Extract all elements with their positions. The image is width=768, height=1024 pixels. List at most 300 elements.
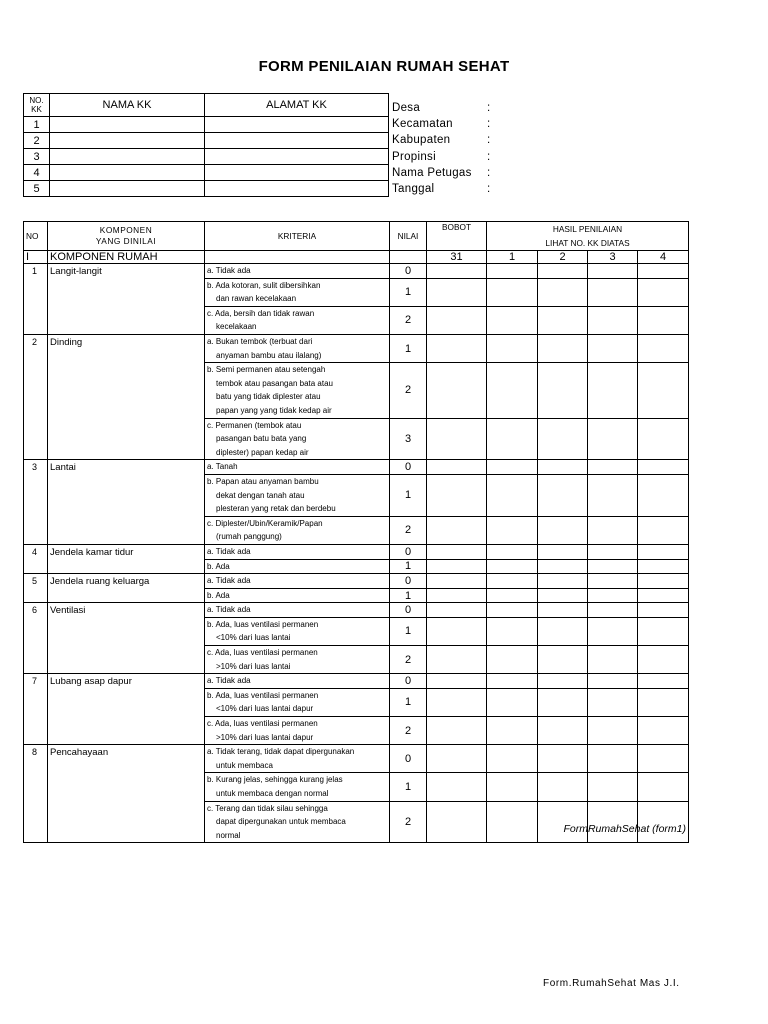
hasil-cell[interactable] [538, 516, 588, 544]
header-komponen-line1: KOMPONEN [99, 225, 153, 235]
bobot-cell [427, 717, 487, 745]
hasil-cell[interactable] [588, 418, 638, 460]
criteria-row [24, 674, 689, 689]
criteria-line: b. Ada [207, 561, 230, 571]
component-name: Langit-langit [48, 264, 205, 279]
component-no [24, 278, 48, 306]
hasil-cell[interactable] [588, 646, 638, 674]
hasil-cell[interactable] [538, 264, 588, 279]
kk-row-no: 1 [24, 117, 50, 133]
criteria-cell [205, 544, 390, 559]
criteria-row [24, 588, 689, 603]
hasil-cell[interactable] [638, 745, 689, 773]
component-no [24, 363, 48, 418]
criteria-cell [205, 418, 390, 460]
criteria-line: untuk membaca [216, 760, 273, 770]
hasil-cell[interactable] [588, 278, 638, 306]
criteria-line: a. Tidak ada [207, 605, 251, 615]
header-hasil-line1: HASIL PENILAIAN [552, 224, 623, 234]
kk-alamat-cell[interactable] [205, 165, 389, 181]
nilai-value: 0 [390, 574, 427, 589]
hasil-cell[interactable] [487, 688, 538, 716]
criteria-line: diplester) papan kedap air [216, 447, 309, 457]
hasil-cell[interactable] [538, 278, 588, 306]
header-bobot: BOBOT [427, 222, 487, 251]
nilai-value: 2 [390, 801, 427, 843]
criteria-line: b. Ada [207, 590, 230, 600]
component-no [24, 516, 48, 544]
component-name [48, 773, 205, 801]
criteria-cell [205, 588, 390, 603]
component-no [24, 801, 48, 843]
hasil-cell[interactable] [487, 588, 538, 603]
component-name: Jendela ruang keluarga [48, 574, 205, 589]
hasil-cell[interactable] [638, 773, 689, 801]
header-nilai: NILAI [390, 222, 427, 251]
criteria-line: >10% dari luas lantai [216, 661, 291, 671]
component-no [24, 559, 48, 574]
hasil-cell[interactable] [638, 264, 689, 279]
bobot-cell [427, 334, 487, 362]
hasil-cell[interactable] [638, 603, 689, 618]
criteria-cell [205, 306, 390, 334]
hasil-cell[interactable] [588, 674, 638, 689]
criteria-row [24, 717, 689, 745]
hasil-cell[interactable] [538, 801, 588, 843]
component-name [48, 474, 205, 516]
component-name: Ventilasi [48, 603, 205, 618]
kk-row [24, 165, 389, 181]
kk-row [24, 117, 389, 133]
kk-alamat-cell[interactable] [205, 133, 389, 149]
hasil-cell[interactable] [538, 418, 588, 460]
bobot-cell [427, 418, 487, 460]
nilai-value: 0 [390, 745, 427, 773]
kk-row-no: 3 [24, 149, 50, 165]
info-label: Tanggal [392, 182, 435, 195]
hasil-cell[interactable] [638, 306, 689, 334]
bobot-cell [427, 588, 487, 603]
component-name: Jendela kamar tidur [48, 544, 205, 559]
hasil-cell[interactable] [638, 474, 689, 516]
hasil-cell[interactable] [487, 418, 538, 460]
bobot-cell [427, 559, 487, 574]
component-no: 3 [24, 460, 48, 475]
criteria-line: c. Permanen (tembok atau [207, 420, 302, 430]
bobot-cell [427, 544, 487, 559]
hasil-cell[interactable] [487, 544, 538, 559]
component-no [24, 418, 48, 460]
hasil-cell[interactable] [487, 674, 538, 689]
info-label: Kecamatan [392, 118, 453, 131]
assessment-table [23, 221, 689, 843]
criteria-cell [205, 574, 390, 589]
criteria-row [24, 574, 689, 589]
kk-table-header [24, 94, 389, 117]
kk-header-no [24, 94, 50, 117]
kk-row [24, 149, 389, 165]
nilai-value: 1 [390, 617, 427, 645]
criteria-row [24, 474, 689, 516]
hasil-cell[interactable] [638, 674, 689, 689]
criteria-cell [205, 474, 390, 516]
hasil-cell[interactable] [487, 559, 538, 574]
criteria-line: b. Semi permanen atau setengah [207, 365, 326, 375]
hasil-cell[interactable] [588, 617, 638, 645]
criteria-cell [205, 617, 390, 645]
nilai-value: 2 [390, 363, 427, 418]
criteria-cell [205, 264, 390, 279]
location-info [392, 102, 512, 199]
criteria-row [24, 646, 689, 674]
bobot-cell [427, 264, 487, 279]
hasil-cell[interactable] [638, 588, 689, 603]
hasil-cell[interactable] [538, 773, 588, 801]
nilai-value: 0 [390, 603, 427, 618]
bobot-cell [427, 646, 487, 674]
kk-row [24, 133, 389, 149]
hasil-cell[interactable] [487, 603, 538, 618]
criteria-line: dekat dengan tanah atau [216, 490, 305, 500]
criteria-cell [205, 773, 390, 801]
component-no: 8 [24, 745, 48, 773]
bobot-cell [427, 674, 487, 689]
criteria-cell [205, 717, 390, 745]
kk-row-no: 2 [24, 133, 50, 149]
hasil-col-4: 4 [638, 251, 689, 264]
criteria-line: b. Ada, luas ventilasi permanen [207, 690, 319, 700]
hasil-cell[interactable] [588, 516, 638, 544]
criteria-row [24, 745, 689, 773]
criteria-cell [205, 745, 390, 773]
kk-nama-cell[interactable] [50, 181, 205, 197]
hasil-cell[interactable] [588, 574, 638, 589]
hasil-cell[interactable] [487, 306, 538, 334]
component-name: Lubang asap dapur [48, 674, 205, 689]
hasil-cell[interactable] [588, 801, 638, 843]
hasil-cell[interactable] [538, 544, 588, 559]
criteria-cell [205, 646, 390, 674]
hasil-cell[interactable] [487, 474, 538, 516]
criteria-row [24, 617, 689, 645]
nilai-value: 2 [390, 717, 427, 745]
bobot-cell [427, 617, 487, 645]
criteria-line: <10% dari luas lantai [216, 633, 291, 643]
criteria-line: b. Ada kotoran, sulit dibersihkan [207, 280, 321, 290]
criteria-line: a. Bukan tembok (terbuat dari [207, 336, 313, 346]
info-colon: : [487, 166, 491, 179]
criteria-row [24, 544, 689, 559]
criteria-row [24, 773, 689, 801]
hasil-cell[interactable] [487, 363, 538, 418]
component-name [48, 688, 205, 716]
component-name: Lantai [48, 460, 205, 475]
hasil-cell[interactable] [487, 717, 538, 745]
form-title: FORM PENILAIAN RUMAH SEHAT [258, 58, 510, 75]
hasil-cell[interactable] [638, 801, 689, 843]
hasil-cell[interactable] [538, 646, 588, 674]
criteria-line: <10% dari luas lantai dapur [216, 704, 314, 714]
info-label: Nama Petugas [392, 166, 472, 179]
hasil-cell[interactable] [588, 745, 638, 773]
nilai-value: 1 [390, 688, 427, 716]
header-hasil-penilaian [487, 222, 689, 251]
info-colon: : [487, 118, 491, 131]
component-name [48, 717, 205, 745]
hasil-cell[interactable] [638, 460, 689, 475]
criteria-cell [205, 334, 390, 362]
hasil-cell[interactable] [588, 363, 638, 418]
info-colon: : [487, 102, 491, 114]
nilai-value: 3 [390, 418, 427, 460]
hasil-cell[interactable] [638, 617, 689, 645]
component-no [24, 773, 48, 801]
info-colon: : [487, 150, 491, 163]
hasil-cell[interactable] [638, 363, 689, 418]
criteria-line: a. Tidak ada [207, 546, 251, 556]
nilai-value: 0 [390, 544, 427, 559]
hasil-cell[interactable] [487, 773, 538, 801]
hasil-cell[interactable] [538, 745, 588, 773]
component-no: 6 [24, 603, 48, 618]
header-no: NO [24, 222, 48, 251]
info-row-kecamatan[interactable] [392, 118, 512, 134]
hasil-cell[interactable] [538, 334, 588, 362]
criteria-row [24, 278, 689, 306]
component-name: Pencahayaan [48, 745, 205, 773]
criteria-row [24, 688, 689, 716]
criteria-line: b. Ada, luas ventilasi permanen [207, 619, 319, 629]
bobot-cell [427, 516, 487, 544]
hasil-cell[interactable] [538, 559, 588, 574]
hasil-cell[interactable] [538, 306, 588, 334]
info-colon: : [487, 182, 491, 195]
hasil-cell[interactable] [487, 516, 538, 544]
bobot-cell [427, 688, 487, 716]
section-row [24, 251, 689, 264]
kk-nama-cell[interactable] [50, 165, 205, 181]
criteria-line: b. Kurang jelas, sehingga kurang jelas [207, 775, 343, 785]
criteria-line: c. Ada, bersih dan tidak rawan [207, 308, 315, 318]
criteria-line: untuk membaca dengan normal [216, 789, 329, 799]
bobot-value: 31 [427, 251, 487, 264]
criteria-cell [205, 363, 390, 418]
bobot-cell [427, 773, 487, 801]
kk-nama-cell[interactable] [50, 117, 205, 133]
component-name [48, 363, 205, 418]
component-no: 5 [24, 574, 48, 589]
header-komponen-line2: YANG DINILAI [95, 236, 157, 246]
hasil-cell[interactable] [487, 745, 538, 773]
hasil-cell[interactable] [538, 603, 588, 618]
criteria-row [24, 264, 689, 279]
kk-alamat-cell[interactable] [205, 181, 389, 197]
component-no [24, 474, 48, 516]
component-name [48, 418, 205, 460]
hasil-cell[interactable] [538, 588, 588, 603]
hasil-cell[interactable] [638, 544, 689, 559]
assessment-table-body [24, 222, 689, 843]
criteria-line: plesteran yang retak dan berdebu [216, 504, 336, 514]
nilai-value: 2 [390, 306, 427, 334]
hasil-cell[interactable] [588, 588, 638, 603]
hasil-cell[interactable] [487, 617, 538, 645]
criteria-line: a. Tidak ada [207, 266, 251, 275]
nilai-value: 0 [390, 264, 427, 279]
hasil-cell[interactable] [538, 460, 588, 475]
criteria-cell [205, 801, 390, 843]
hasil-cell[interactable] [588, 460, 638, 475]
hasil-cell[interactable] [538, 474, 588, 516]
criteria-row [24, 363, 689, 418]
component-name [48, 278, 205, 306]
info-row-tanggal[interactable] [392, 183, 512, 199]
hasil-cell[interactable] [638, 646, 689, 674]
criteria-row [24, 603, 689, 618]
info-row-nama-petugas[interactable] [392, 167, 512, 183]
bobot-cell [427, 474, 487, 516]
component-no: 4 [24, 544, 48, 559]
component-no [24, 717, 48, 745]
hasil-cell[interactable] [588, 773, 638, 801]
info-row-kabupaten[interactable] [392, 134, 512, 150]
hasil-cell[interactable] [487, 460, 538, 475]
kk-header-nama: NAMA KK [50, 94, 205, 117]
criteria-line: batu yang tidak diplester atau [216, 392, 321, 402]
criteria-row [24, 559, 689, 574]
hasil-cell[interactable] [588, 306, 638, 334]
hasil-cell[interactable] [588, 264, 638, 279]
hasil-cell[interactable] [487, 264, 538, 279]
info-row-desa[interactable] [392, 102, 512, 118]
bobot-cell [427, 801, 487, 843]
hasil-cell[interactable] [638, 516, 689, 544]
header-hasil-line2: LIHAT NO. KK DIATAS [545, 238, 630, 248]
kk-alamat-cell[interactable] [205, 149, 389, 165]
info-label: Propinsi [392, 150, 436, 163]
hasil-cell[interactable] [638, 418, 689, 460]
component-no [24, 688, 48, 716]
hasil-cell[interactable] [588, 474, 638, 516]
hasil-cell[interactable] [638, 334, 689, 362]
hasil-cell[interactable] [538, 574, 588, 589]
hasil-cell[interactable] [487, 278, 538, 306]
criteria-line: c. Ada, luas ventilasi permanen [207, 719, 318, 729]
component-name [48, 588, 205, 603]
assessment-header-row [24, 222, 689, 251]
criteria-row [24, 460, 689, 475]
criteria-cell [205, 278, 390, 306]
component-no: 7 [24, 674, 48, 689]
criteria-line: dan rawan kecelakaan [216, 294, 297, 304]
criteria-row [24, 418, 689, 460]
criteria-line: c. Terang dan tidak silau sehingga [207, 803, 328, 813]
hasil-col-1: 1 [487, 251, 538, 264]
hasil-col-3: 3 [588, 251, 638, 264]
bobot-cell [427, 574, 487, 589]
nilai-value: 1 [390, 334, 427, 362]
hasil-cell[interactable] [487, 801, 538, 843]
hasil-cell[interactable] [538, 363, 588, 418]
hasil-cell[interactable] [588, 559, 638, 574]
criteria-cell [205, 688, 390, 716]
hasil-cell[interactable] [588, 334, 638, 362]
info-label: Desa [392, 102, 421, 114]
hasil-cell[interactable] [588, 688, 638, 716]
criteria-row [24, 334, 689, 362]
kk-row-no: 5 [24, 181, 50, 197]
hasil-cell[interactable] [638, 688, 689, 716]
criteria-line: a. Tidak ada [207, 576, 251, 586]
bobot-cell [427, 460, 487, 475]
component-name [48, 306, 205, 334]
criteria-cell [205, 603, 390, 618]
criteria-line: pasangan batu bata yang [216, 434, 307, 444]
component-no: 2 [24, 334, 48, 362]
kk-header-alamat: ALAMAT KK [205, 94, 389, 117]
criteria-cell [205, 559, 390, 574]
nilai-value: 2 [390, 646, 427, 674]
component-name [48, 617, 205, 645]
hasil-cell[interactable] [487, 646, 538, 674]
kk-table [23, 93, 389, 197]
kk-nama-cell[interactable] [50, 149, 205, 165]
criteria-cell [205, 516, 390, 544]
component-no: 1 [24, 264, 48, 279]
criteria-line: (rumah panggung) [216, 532, 282, 542]
hasil-cell[interactable] [538, 717, 588, 745]
hasil-cell[interactable] [538, 688, 588, 716]
criteria-line: kecelakaan [216, 322, 257, 332]
section-kriteria-empty [205, 251, 390, 264]
hasil-cell[interactable] [487, 574, 538, 589]
kk-alamat-cell[interactable] [205, 117, 389, 133]
hasil-cell[interactable] [638, 574, 689, 589]
criteria-line: tembok atau pasangan bata atau [216, 378, 333, 388]
info-row-propinsi[interactable] [392, 151, 512, 167]
nilai-value: 1 [390, 278, 427, 306]
header-kriteria: KRITERIA [205, 222, 390, 251]
header-komponen [48, 222, 205, 251]
hasil-cell[interactable] [538, 617, 588, 645]
page-footer: Form.RumahSehat Mas J.I. [543, 978, 680, 989]
nilai-value: 1 [390, 588, 427, 603]
component-no [24, 588, 48, 603]
nilai-value: 0 [390, 460, 427, 475]
section-no: I [24, 251, 48, 264]
section-nilai-empty [390, 251, 427, 264]
hasil-cell[interactable] [638, 559, 689, 574]
criteria-line: a. Tidak terang, tidak dapat dipergunakan [207, 747, 355, 757]
bobot-cell [427, 603, 487, 618]
kk-nama-cell[interactable] [50, 133, 205, 149]
bobot-cell [427, 306, 487, 334]
hasil-cell[interactable] [588, 603, 638, 618]
component-name [48, 801, 205, 843]
component-no [24, 646, 48, 674]
hasil-cell[interactable] [638, 278, 689, 306]
form-code-note: FormRumahSehat (form1) [563, 823, 686, 835]
hasil-cell[interactable] [487, 334, 538, 362]
hasil-cell[interactable] [538, 674, 588, 689]
hasil-cell[interactable] [588, 717, 638, 745]
criteria-line: a. Tanah [207, 462, 238, 472]
hasil-cell[interactable] [638, 717, 689, 745]
hasil-cell[interactable] [588, 544, 638, 559]
component-name [48, 559, 205, 574]
nilai-value: 1 [390, 559, 427, 574]
nilai-value: 0 [390, 674, 427, 689]
